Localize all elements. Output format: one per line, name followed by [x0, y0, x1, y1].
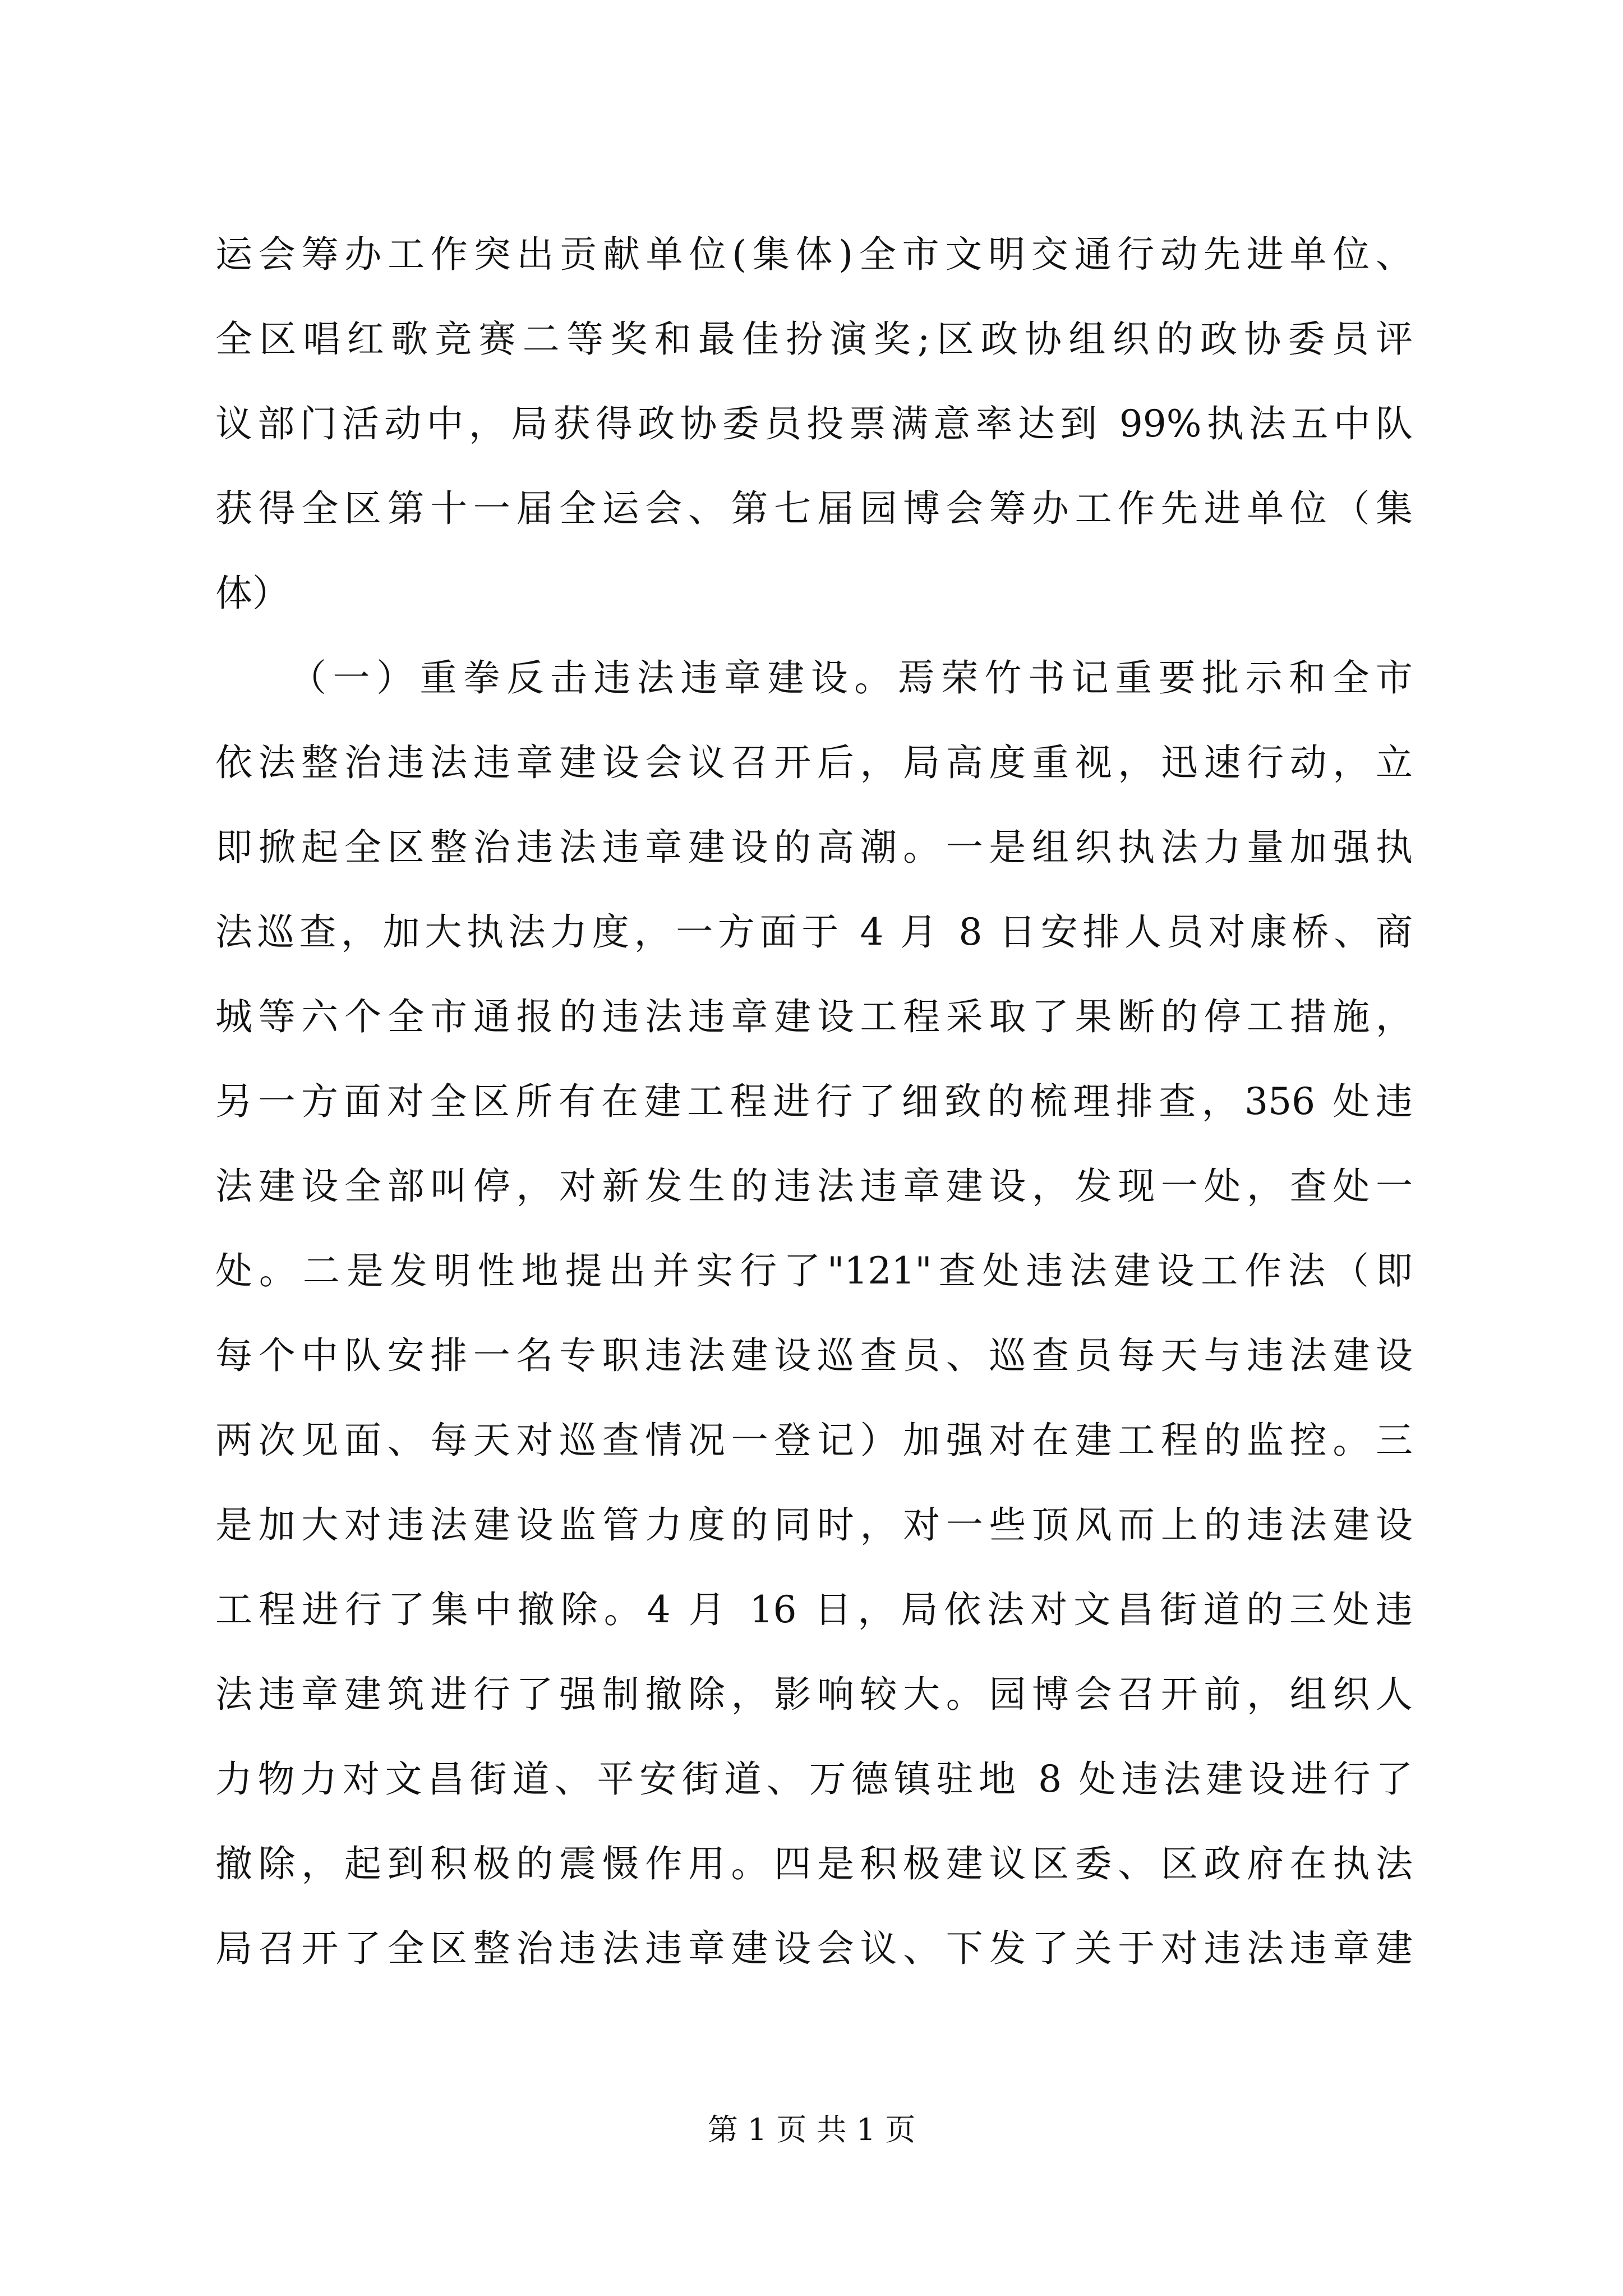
text-line: 法巡查，加大执法力度，一方面于 4 月 8 日安排人员对康桥、商 [215, 910, 1413, 954]
text-line: 法建设全部叫停，对新发生的违法违章建设，发现一处，查处一 [215, 1165, 1413, 1208]
text-line: 每个中队安排一名专职违法建设巡查员、巡查员每天与违法建设 [215, 1334, 1413, 1377]
text-line: 工程进行了集中撤除。4 月 16 日，局依法对文昌街道的三处违 [215, 1588, 1413, 1631]
text-line: 是加大对违法建设监管力度的同时，对一些顶风而上的违法建设 [215, 1503, 1413, 1547]
page-number-label: 第 1 页 共 1 页 [707, 2112, 916, 2147]
text-line: 依法整治违法违章建设会议召开后，局高度重视，迅速行动，立 [215, 741, 1413, 784]
document-body [215, 212, 1413, 1991]
text-line: 体） [215, 572, 289, 615]
text-line: 法违章建筑进行了强制撤除，影响较大。园博会召开前，组织人 [215, 1673, 1413, 1716]
text-line: 力物力对文昌街道、平安街道、万德镇驻地 8 处违法建设进行了 [215, 1757, 1413, 1801]
text-line: 另一方面对全区所有在建工程进行了细致的梳理排查，356 处违 [215, 1080, 1413, 1123]
text-line: 获得全区第十一届全运会、第七届园博会筹办工作先进单位（集 [215, 487, 1413, 530]
text-line: 两次见面、每天对巡查情况一登记）加强对在建工程的监控。三 [215, 1419, 1413, 1462]
text-line: 局召开了全区整治违法违章建设会议、下发了关于对违法违章建 [215, 1927, 1413, 1970]
text-line: 全区唱红歌竞赛二等奖和最佳扮演奖;区政协组织的政协委员评 [215, 318, 1413, 361]
text-line: 议部门活动中，局获得政协委员投票满意率达到 99%执法五中队 [215, 402, 1413, 445]
text-line: 运会筹办工作突出贡献单位(集体)全市文明交通行动先进单位、 [215, 233, 1413, 276]
page-footer [0, 2108, 1623, 2152]
text-line: （一）重拳反击违法违章建设。焉荣竹书记重要批示和全市 [289, 656, 1413, 700]
text-line: 处。二是发明性地提出并实行了"121"查处违法建设工作法（即 [215, 1249, 1413, 1292]
text-line: 城等六个全市通报的违法违章建设工程采取了果断的停工措施， [215, 995, 1413, 1038]
text-line: 即掀起全区整治违法违章建设的高潮。一是组织执法力量加强执 [215, 826, 1413, 869]
text-line: 撤除，起到积极的震慑作用。四是积极建议区委、区政府在执法 [215, 1842, 1413, 1885]
